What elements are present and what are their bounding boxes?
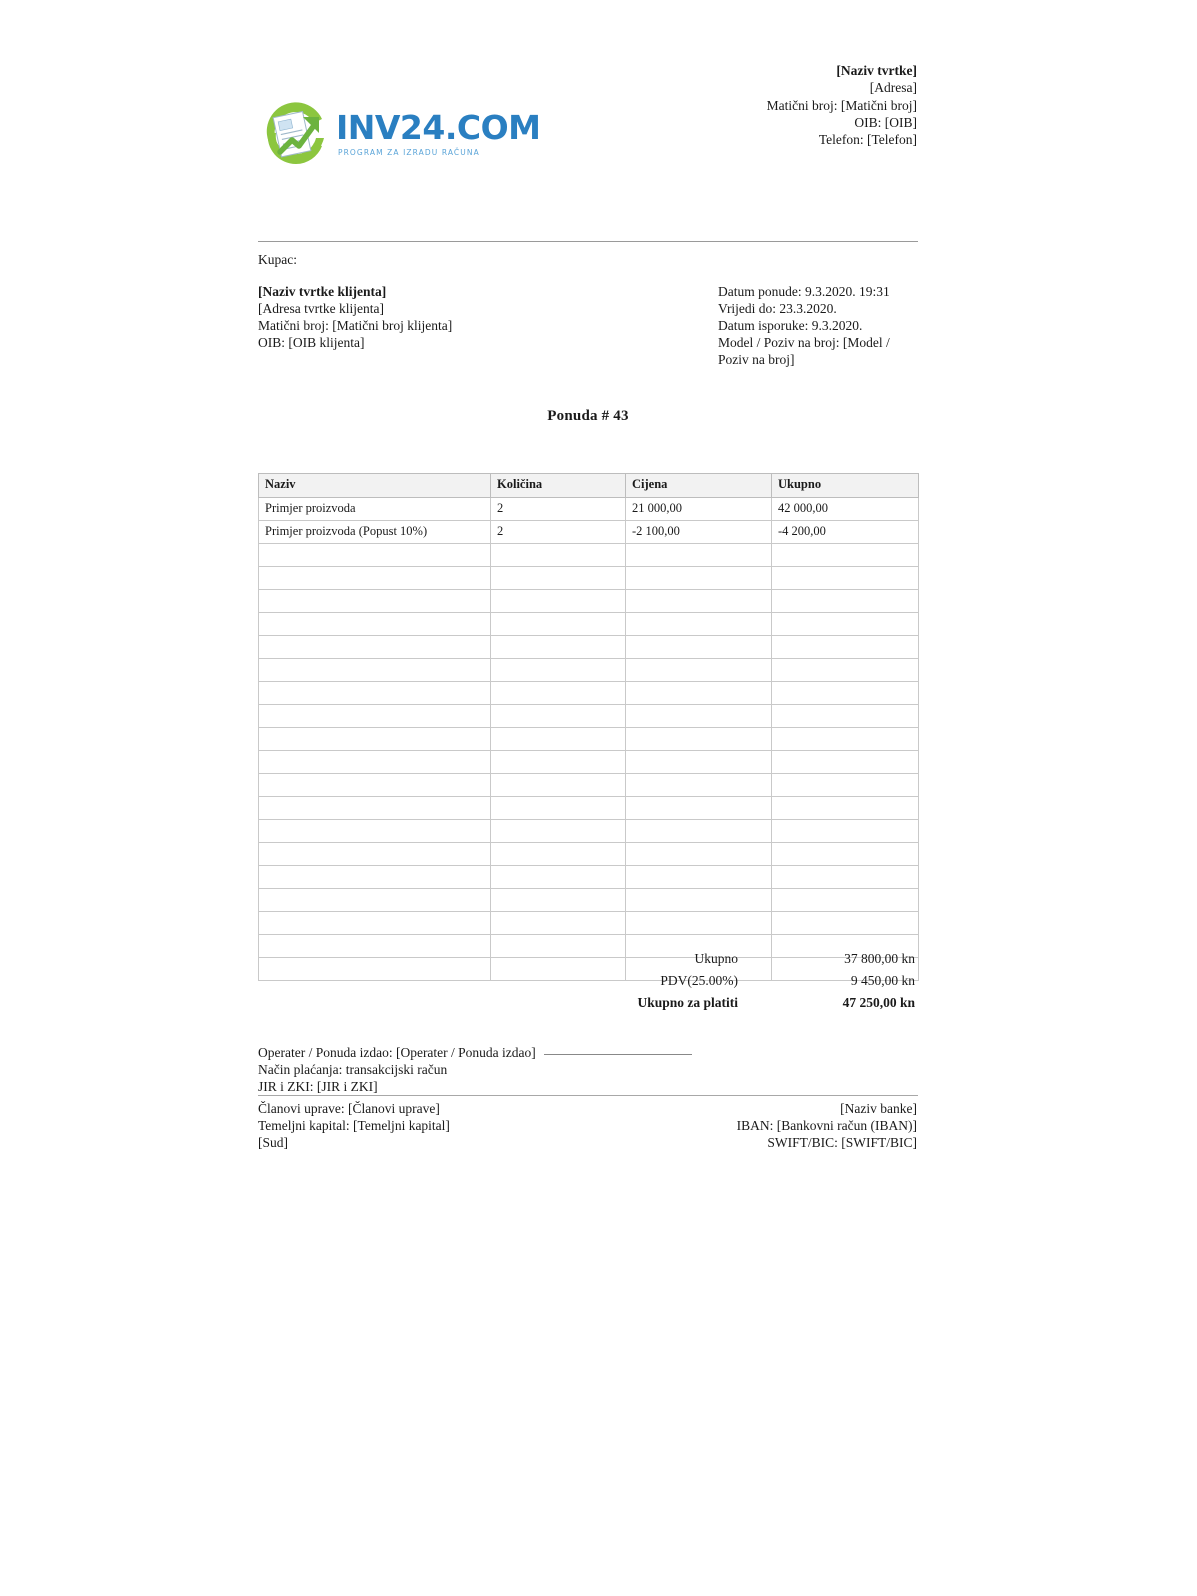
footer-divider bbox=[258, 1095, 918, 1096]
table-cell-empty bbox=[626, 751, 772, 774]
table-cell-empty bbox=[491, 843, 626, 866]
totals-section bbox=[258, 948, 918, 1015]
table-cell: 2 bbox=[491, 498, 626, 521]
logo-title: INV24.COM bbox=[336, 108, 541, 148]
table-row-empty bbox=[259, 682, 919, 705]
table-cell-empty bbox=[772, 636, 919, 659]
offer-date: Datum ponude: 9.3.2020. 19:31 bbox=[718, 284, 890, 299]
table-cell-empty bbox=[259, 866, 491, 889]
table-cell: 2 bbox=[491, 521, 626, 544]
table-cell-empty bbox=[626, 843, 772, 866]
table-cell-empty bbox=[491, 797, 626, 820]
operator-line bbox=[258, 1043, 918, 1061]
customer-address: [Adresa tvrtke klijenta] bbox=[258, 301, 384, 316]
model-reference-number: Model / Poziv na broj: [Model / Poziv na broj] bbox=[718, 335, 890, 367]
table-row-empty bbox=[259, 889, 919, 912]
table-cell-empty bbox=[772, 820, 919, 843]
table-cell: Primjer proizvoda bbox=[259, 498, 491, 521]
table-cell-empty bbox=[626, 820, 772, 843]
table-cell-empty bbox=[259, 820, 491, 843]
table-row bbox=[259, 498, 919, 521]
inv24-logo bbox=[260, 98, 541, 170]
company-name: [Naziv tvrtke] bbox=[836, 63, 917, 78]
table-cell-empty bbox=[259, 705, 491, 728]
table-cell-empty bbox=[259, 659, 491, 682]
vat-value: 9 450,00 kn bbox=[850, 973, 915, 989]
table-row bbox=[259, 521, 919, 544]
bank-iban: IBAN: [Bankovni račun (IBAN)] bbox=[736, 1118, 917, 1134]
table-row-empty bbox=[259, 728, 919, 751]
page-title: Ponuda # 43 bbox=[547, 408, 629, 424]
footer-operations bbox=[258, 1043, 918, 1095]
document-meta bbox=[718, 283, 918, 368]
table-row-empty bbox=[259, 912, 919, 935]
footer-legal-info bbox=[258, 1100, 450, 1151]
grand-total-value: 47 250,00 kn bbox=[842, 995, 915, 1011]
table-cell-empty bbox=[626, 866, 772, 889]
table-cell: -2 100,00 bbox=[626, 521, 772, 544]
customer-label: Kupac: bbox=[258, 252, 297, 267]
table-row-empty bbox=[259, 613, 919, 636]
table-cell-empty bbox=[259, 567, 491, 590]
table-cell-empty bbox=[491, 774, 626, 797]
table-row-empty bbox=[259, 705, 919, 728]
company-phone: Telefon: [Telefon] bbox=[818, 132, 917, 148]
table-cell-empty bbox=[772, 682, 919, 705]
table-cell-empty bbox=[626, 544, 772, 567]
table-cell-empty bbox=[491, 866, 626, 889]
table-cell-empty bbox=[259, 682, 491, 705]
column-header-naziv: Naziv bbox=[259, 474, 491, 498]
grand-total-label: Ukupno za platiti bbox=[637, 995, 738, 1011]
table-cell-empty bbox=[772, 728, 919, 751]
table-cell-empty bbox=[626, 682, 772, 705]
table-header-row bbox=[259, 474, 919, 498]
table-cell-empty bbox=[491, 912, 626, 935]
table-cell-empty bbox=[772, 590, 919, 613]
table-cell-empty bbox=[491, 820, 626, 843]
customer-details bbox=[258, 283, 688, 351]
table-cell-empty bbox=[259, 636, 491, 659]
table-cell-empty bbox=[259, 889, 491, 912]
table-cell-empty bbox=[626, 889, 772, 912]
subtotal-value: 37 800,00 kn bbox=[844, 951, 915, 966]
table-cell-empty bbox=[772, 613, 919, 636]
bank-name: [Naziv banke] bbox=[840, 1101, 917, 1116]
table-cell-empty bbox=[491, 705, 626, 728]
table-cell: Primjer proizvoda (Popust 10%) bbox=[259, 521, 491, 544]
table-cell: -4 200,00 bbox=[772, 521, 919, 544]
items-table-body bbox=[259, 498, 919, 981]
table-cell-empty bbox=[626, 567, 772, 590]
table-cell-empty bbox=[491, 636, 626, 659]
table-cell-empty bbox=[772, 774, 919, 797]
table-row-empty bbox=[259, 774, 919, 797]
column-header-cijena: Cijena bbox=[626, 474, 772, 498]
table-row-empty bbox=[259, 567, 919, 590]
table-cell-empty bbox=[259, 843, 491, 866]
table-cell-empty bbox=[626, 797, 772, 820]
table-cell-empty bbox=[259, 912, 491, 935]
table-cell-empty bbox=[772, 866, 919, 889]
table-cell-empty bbox=[772, 751, 919, 774]
table-cell-empty bbox=[491, 613, 626, 636]
table-row-empty bbox=[259, 866, 919, 889]
table-cell-empty bbox=[626, 659, 772, 682]
board-members: Članovi uprave: [Članovi uprave] bbox=[258, 1101, 440, 1116]
delivery-date: Datum isporuke: 9.3.2020. bbox=[718, 318, 863, 333]
logo-mark-icon bbox=[260, 98, 332, 170]
table-cell-empty bbox=[772, 797, 919, 820]
table-cell-empty bbox=[259, 774, 491, 797]
table-cell-empty bbox=[491, 659, 626, 682]
jir-zki: JIR i ZKI: [JIR i ZKI] bbox=[258, 1079, 378, 1095]
company-address: [Adresa] bbox=[869, 80, 917, 96]
table-row-empty bbox=[259, 843, 919, 866]
footer-bank-info bbox=[737, 1100, 918, 1151]
table-cell-empty bbox=[626, 613, 772, 636]
table-row-empty bbox=[259, 636, 919, 659]
table-cell-empty bbox=[772, 889, 919, 912]
share-capital: Temeljni kapital: [Temeljni kapital] bbox=[258, 1118, 450, 1134]
table-cell-empty bbox=[626, 590, 772, 613]
totals-row-vat bbox=[478, 970, 918, 992]
company-reg-no: Matični broj: [Matični broj] bbox=[766, 97, 917, 113]
document-header bbox=[258, 62, 918, 170]
table-cell-empty bbox=[491, 590, 626, 613]
table-row-empty bbox=[259, 590, 919, 613]
table-cell-empty bbox=[626, 774, 772, 797]
customer-oib: OIB: [OIB klijenta] bbox=[258, 335, 365, 350]
table-cell: 21 000,00 bbox=[626, 498, 772, 521]
table-cell-empty bbox=[491, 567, 626, 590]
valid-until: Vrijedi do: 23.3.2020. bbox=[718, 301, 837, 316]
table-cell-empty bbox=[491, 889, 626, 912]
totals-row-grand bbox=[478, 992, 918, 1014]
customer-reg-no: Matični broj: [Matični broj klijenta] bbox=[258, 318, 453, 333]
customer-name: [Naziv tvrtke klijenta] bbox=[258, 284, 387, 299]
totals-row-subtotal bbox=[478, 948, 918, 970]
subtotal-label: Ukupno bbox=[694, 951, 738, 966]
header-divider bbox=[258, 241, 918, 242]
table-cell-empty bbox=[772, 544, 919, 567]
table-cell-empty bbox=[259, 590, 491, 613]
signature-line bbox=[544, 1043, 692, 1055]
vat-label: PDV(25.00%) bbox=[660, 973, 738, 989]
logo-tagline: PROGRAM ZA IZRADU RAČUNA bbox=[338, 148, 480, 158]
table-cell-empty bbox=[772, 567, 919, 590]
table-cell-empty bbox=[626, 705, 772, 728]
company-details bbox=[767, 62, 918, 148]
table-cell-empty bbox=[491, 682, 626, 705]
payment-method: Način plaćanja: transakcijski račun bbox=[258, 1062, 448, 1078]
table-cell-empty bbox=[626, 636, 772, 659]
footer-bottom bbox=[258, 1100, 918, 1151]
table-row-empty bbox=[259, 797, 919, 820]
table-cell-empty bbox=[259, 544, 491, 567]
table-row-empty bbox=[259, 751, 919, 774]
table-row-empty bbox=[259, 659, 919, 682]
table-cell-empty bbox=[259, 797, 491, 820]
table-row-empty bbox=[259, 544, 919, 567]
court: [Sud] bbox=[258, 1135, 288, 1151]
table-cell-empty bbox=[491, 544, 626, 567]
logo-wordmark bbox=[336, 108, 541, 158]
table-cell-empty bbox=[626, 912, 772, 935]
table-cell-empty bbox=[772, 705, 919, 728]
table-cell-empty bbox=[491, 728, 626, 751]
items-table bbox=[258, 473, 919, 981]
table-cell-empty bbox=[259, 613, 491, 636]
items-table-head bbox=[259, 474, 919, 498]
table-cell-empty bbox=[259, 751, 491, 774]
operator-label: Operater / Ponuda izdao: [Operater / Ponuda izdao] bbox=[258, 1045, 536, 1060]
column-header-kolicina: Količina bbox=[491, 474, 626, 498]
company-oib: OIB: [OIB] bbox=[854, 114, 917, 130]
table-cell-empty bbox=[772, 843, 919, 866]
table-cell-empty bbox=[626, 728, 772, 751]
bank-swift: SWIFT/BIC: [SWIFT/BIC] bbox=[767, 1135, 917, 1151]
table-cell: 42 000,00 bbox=[772, 498, 919, 521]
table-cell-empty bbox=[491, 751, 626, 774]
table-cell-empty bbox=[772, 912, 919, 935]
column-header-ukupno: Ukupno bbox=[772, 474, 919, 498]
table-row-empty bbox=[259, 820, 919, 843]
table-cell-empty bbox=[772, 659, 919, 682]
table-cell-empty bbox=[259, 728, 491, 751]
